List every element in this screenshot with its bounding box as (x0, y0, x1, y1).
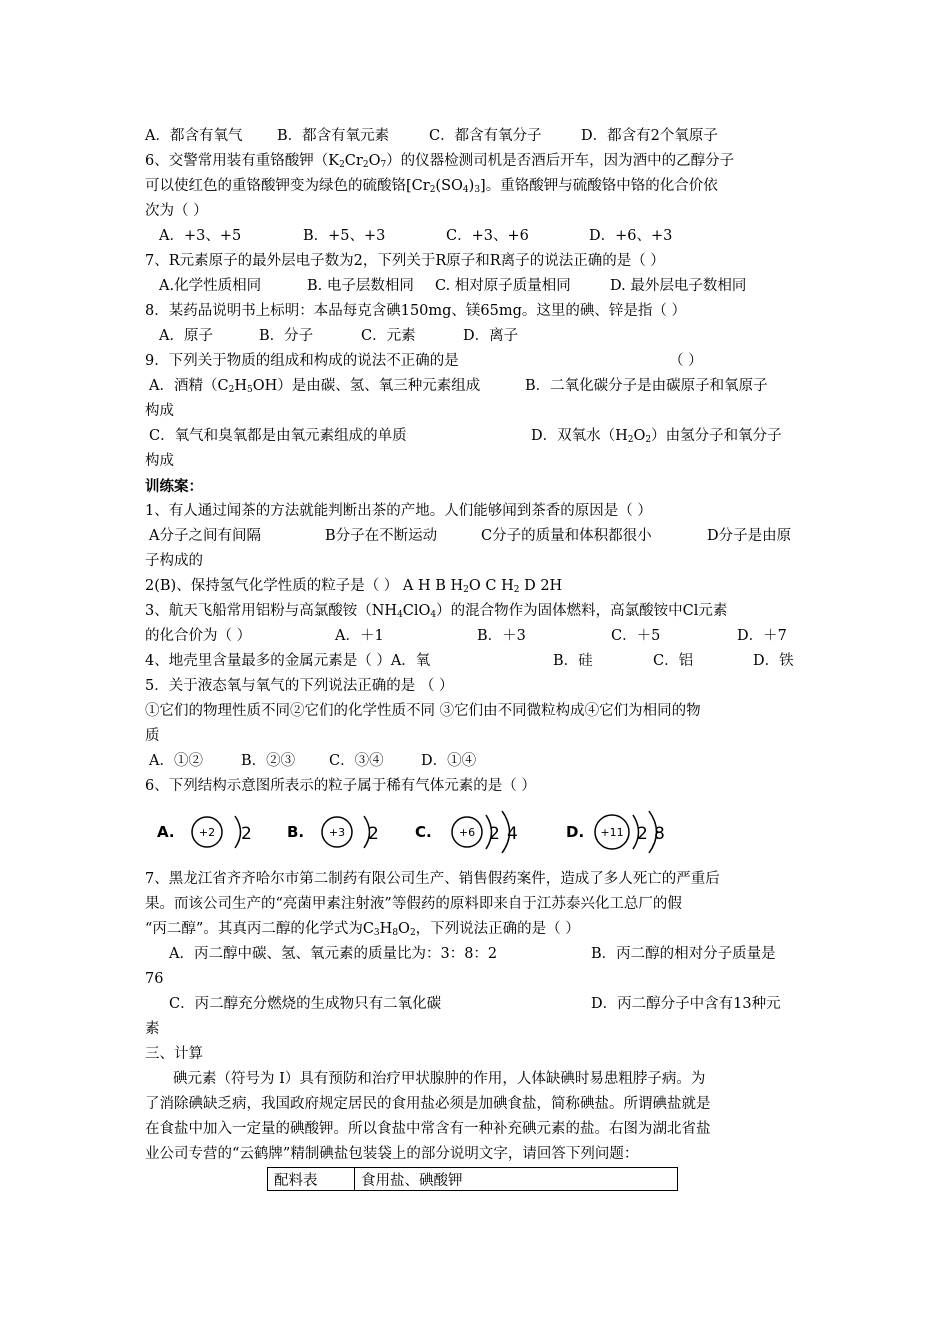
nucleus-charge-d: +11 (600, 826, 624, 839)
table-row (268, 1168, 678, 1191)
q7-stem: 7、R元素原子的最外层电子数为2，下列关于R原子和R离子的说法正确的是（ ） (145, 253, 665, 269)
calc-paragraph-line3: 在食盐中加入一定量的碘酸钾。所以食盐中常含有一种补充碘元素的盐。右图为湖北省盐 (145, 1121, 711, 1137)
t5-option-c: C．③④ (329, 753, 384, 769)
q6-stem-line2: 可以使红色的重铬酸钾变为绿色的硫酸铬$[Cr_2(SO_4)_3]$。重铬酸钾与硫酸铬中铬的化合价依 (145, 178, 718, 195)
q8-option-b: B．分子 (259, 328, 314, 344)
q7b-options-ab (145, 942, 810, 967)
t6-stem: 6、下列结构示意图所表示的粒子属于稀有气体元素的是（ ） (145, 778, 536, 794)
q5-option-d: D．都含有2个氧原子 (581, 128, 718, 144)
calc-paragraph-line4: 业公司专营的“云鹤牌”精制碘盐包装袋上的部分说明文字，请回答下列问题： (145, 1146, 639, 1162)
t5-options (145, 749, 810, 774)
q7b-stem-line1: 7、黑龙江省齐齐哈尔市第二制药有限公司生产、销售假药案件，造成了多人死亡的严重后 (145, 871, 720, 887)
q7-option-b: B. 电子层数相同 (307, 278, 414, 294)
q7b-options-cd (145, 992, 810, 1017)
t4-option-c: C．铝 (653, 653, 694, 669)
q7b-stem-line3: “丙二醇”。其真丙二醇的化学式为$C_3H_8O_2$，下列说法正确的是（ ） (145, 921, 580, 938)
t3-option-b: B．＋3 (477, 628, 526, 644)
t1-option-b: B分子在不断运动 (325, 528, 438, 544)
t4-option-b: B．硅 (553, 653, 593, 669)
atomic-structure-diagram (145, 803, 810, 861)
q5-option-a: A．都含有氧气 (145, 128, 243, 144)
q5-option-c: C．都含有氧分子 (429, 128, 542, 144)
training-title: 训练案： (145, 478, 203, 495)
q9-option-d-cont: 构成 (145, 453, 174, 469)
atomic-structure-svg (145, 803, 810, 861)
q7-option-c: C. 相对原子质量相同 (435, 278, 571, 294)
t3-option-d: D．＋7 (737, 628, 787, 644)
q5-option-b: B．都含有氧元素 (277, 128, 390, 144)
q7-option-a: A.化学性质相同 (159, 278, 262, 294)
t1-option-d: D分子是由原 (707, 528, 792, 544)
q6-option-b: B．+5、+3 (303, 228, 386, 244)
shell-count-d1: 2 (637, 824, 648, 844)
q8-options (145, 324, 810, 349)
q7b-option-c: C．丙二醇充分燃烧的生成物只有二氧化碳 (169, 996, 442, 1012)
t5-stem: 5．关于液态氧与氧气的下列说法正确的是 （ ） (145, 678, 454, 694)
nucleus-charge-c: +6 (458, 826, 476, 839)
t4-option-d: D．铁 (753, 653, 794, 669)
t5-option-a: A．①② (149, 753, 203, 769)
q8-option-d: D．离子 (463, 328, 519, 344)
t5-statements-cont: 质 (145, 728, 160, 744)
ingredient-table-wrap (145, 1167, 810, 1197)
table-value-cell: 食用盐、碘酸钾 (355, 1168, 678, 1191)
q6-option-a: A．+3、+5 (159, 228, 242, 244)
t3-stem: 3、航天飞船常用铝粉与高氯酸铵$(NH_4ClO_4)$的混合物作为固体燃料，高氯酸铵中Cl元素 (145, 603, 728, 620)
nucleus-charge-a: +2 (198, 826, 216, 839)
nucleus-charge-b: +3 (328, 826, 346, 839)
t1-option-c: C分子的质量和体积都很小 (481, 528, 652, 544)
t1-option-d-cont: 子构成的 (145, 553, 203, 569)
q7-option-d: D. 最外层电子数相同 (610, 278, 747, 294)
shell-count-a1: 2 (241, 824, 252, 844)
calc-paragraph-line2: 了消除碘缺乏病，我国政府规定居民的食用盐必须是加碘食盐，简称碘盐。所谓碘盐就是 (145, 1096, 711, 1112)
q7b-option-b: B．丙二醇的相对分子质量是 (591, 946, 776, 962)
diagram-label-a: A. (157, 823, 175, 841)
q7b-option-d: D．丙二醇分子中含有13种元 (591, 996, 781, 1012)
t2-stem: 2(B)、保持氢气化学性质的粒子是（ ） A H B $H_2O$ C $H_2$ D 2H (145, 578, 563, 595)
t5-statements: ①它们的物理性质不同②它们的化学性质不同 ③它们由不同微粒构成④它们为相同的物 (145, 703, 701, 719)
diagram-label-d: D. (566, 823, 585, 841)
shell-count-c1: 2 (489, 824, 500, 844)
t3-option-c: C．＋5 (611, 628, 661, 644)
q6-option-d: D．+6、+3 (589, 228, 673, 244)
shell-count-d2: 8 (654, 824, 665, 844)
q6-options (145, 224, 810, 249)
calc-paragraph-line1: 碘元素（符号为 I）具有预防和治疗甲状腺肿的作用，人体缺碘时易患粗脖子病。为 (173, 1071, 706, 1087)
t3-options: 的化合价为（ ） A．＋1 B．＋3 C．＋5 D．＋7 (145, 624, 810, 649)
q6-stem-line1: 6、交警常用装有重铬酸钾$(K_2Cr_2O_7)$的仪器检测司机是否酒后开车，因为酒中的乙醇分子 (145, 153, 735, 170)
shell-arc-a1 (235, 816, 241, 848)
q7b-option-b-cont: 76 (145, 971, 164, 987)
shell-count-c2: 4 (507, 824, 518, 844)
q9-stem: 9．下列关于物质的组成和构成的说法不正确的是 （ ） (145, 353, 703, 369)
t1-options (145, 524, 810, 549)
table-label-cell: 配料表 (268, 1168, 355, 1191)
t4-stem: 4、地壳里含量最多的金属元素是（ ）A．氧 B．硅 C．铝 D．铁 (145, 649, 810, 674)
q8-stem: 8．某药品说明书上标明：本品每克含碘150mg、镁65mg。这里的碘、锌是指（ ） (145, 303, 687, 319)
q7b-option-d-cont: 素 (145, 1021, 160, 1037)
q8-option-a: A．原子 (159, 328, 213, 344)
q5-options (145, 124, 810, 149)
ingredient-table (267, 1167, 678, 1191)
shell-count-b1: 2 (368, 824, 379, 844)
q7-options (145, 274, 810, 299)
q7b-option-a: A．丙二醇中碳、氢、氧元素的质量比为：3：8：2 (169, 946, 498, 962)
q6-option-c: C．+3、+6 (446, 228, 529, 244)
q9-option-b-cont: 构成 (145, 403, 174, 419)
q6-stem-line3: 次为（ ） (145, 203, 208, 219)
q8-option-c: C．元素 (361, 328, 416, 344)
q9-option-ab: A．酒精$(C_2H_5OH)$是由碳、氢、氧三种元素组成 B．二氧化碳分子是由碳原子和氧原子 (149, 378, 768, 395)
section-calc-heading: 三、计算 (145, 1046, 203, 1062)
t5-option-d: D．①④ (421, 753, 477, 769)
document-page (145, 124, 810, 1197)
t5-option-b: B．②③ (241, 753, 296, 769)
t1-stem: 1、有人通过闻茶的方法就能判断出茶的产地。人们能够闻到茶香的原因是（ ） (145, 503, 652, 519)
q7b-stem-line2: 果。而该公司生产的“亮菌甲素注射液”等假药的原料即来自于江苏泰兴化工总厂的假 (145, 896, 682, 912)
t3-option-a: A．＋1 (335, 628, 384, 644)
q9-option-cd: C．氧气和臭氧都是由氧元素组成的单质 D．双氧水$(H_2O_2)$由氢分子和氧分子 (149, 428, 782, 445)
diagram-label-b: B. (287, 823, 305, 841)
t1-option-a: A分子之间有间隔 (149, 528, 261, 544)
diagram-label-c: C. (415, 823, 432, 841)
